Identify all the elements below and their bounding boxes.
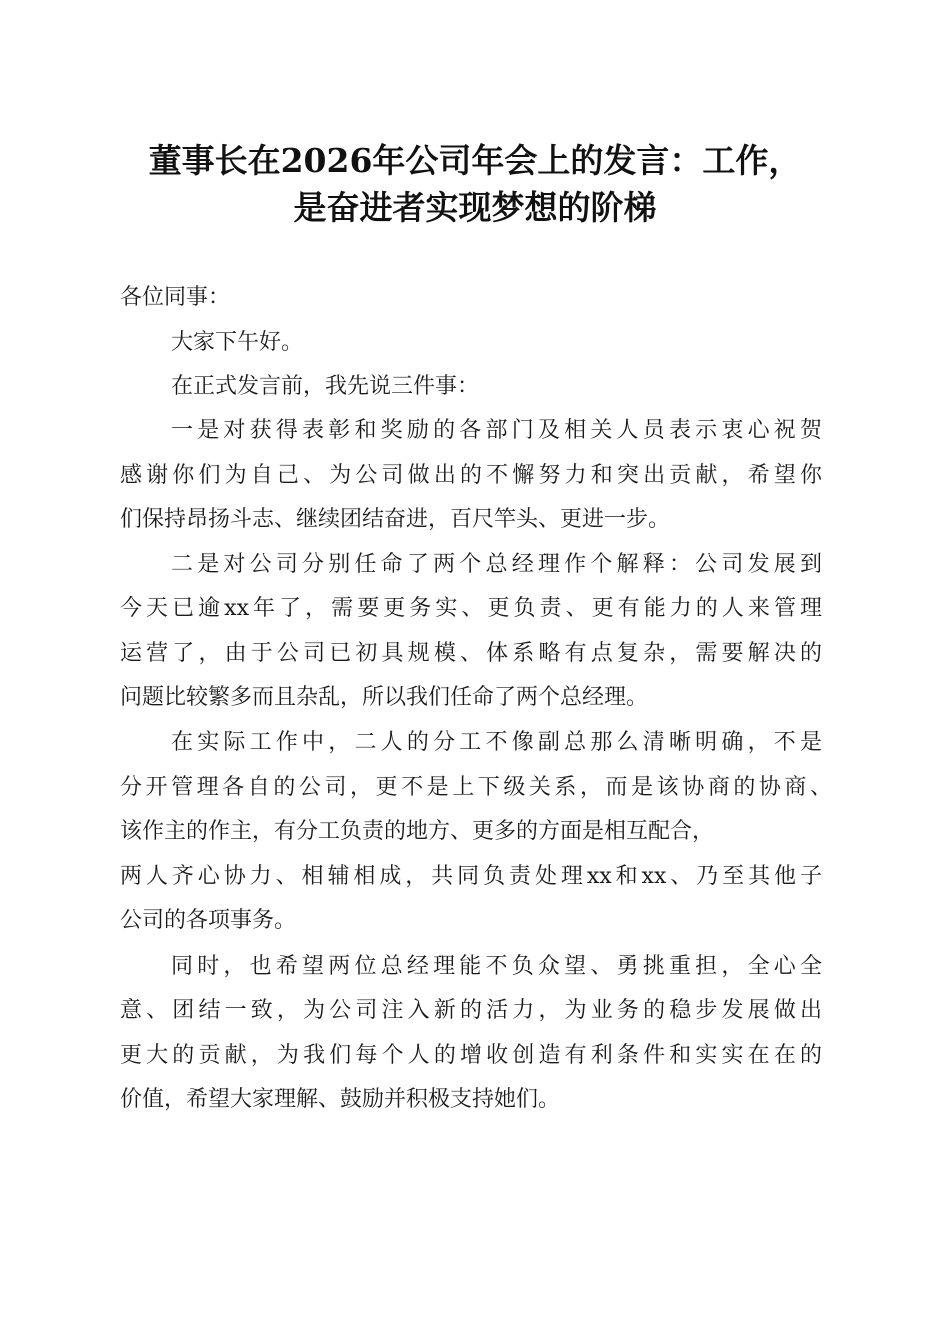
paragraph-4-line-4: 价值，希望大家理解、鼓励并积极支持她们。 xyxy=(120,1087,561,1112)
paragraph-4-line-1: 同时，也希望两位总经理能不负众望、勇挑重担，全心全 xyxy=(171,954,822,979)
paragraph-4-line-2: 意、团结一致，为公司注入新的活力，为业务的稳步发展做出 xyxy=(120,998,822,1023)
intro-line: 在正式发言前，我先说三件事： xyxy=(171,374,480,399)
paragraph-2-line-3: 运营了，由于公司已初具规模、体系略有点复杂，需要解决的 xyxy=(120,641,822,666)
paragraph-3-line-1: 在实际工作中，二人的分工不像副总那么清晰明确，不是 xyxy=(171,730,822,755)
paragraph-1-line-2: 感谢你们为自己、为公司做出的不懈努力和突出贡献，希望你 xyxy=(120,463,822,488)
paragraph-3-line-4: 两人齐心协力、相辅相成，共同负责处理xx和xx、乃至其他子 xyxy=(120,864,822,889)
paragraph-2-line-4: 问题比较繁多而且杂乱，所以我们任命了两个总经理。 xyxy=(120,685,649,710)
paragraph-1-line-3: 们保持昂扬斗志、继续团结奋进，百尺竿头、更进一步。 xyxy=(120,507,671,532)
paragraph-2-line-2: 今天已逾xx年了，需要更务实、更负责、更有能力的人来管理 xyxy=(120,596,822,621)
paragraph-3-line-5: 公司的各项事务。 xyxy=(120,908,297,933)
salutation: 各位同事： xyxy=(120,285,231,310)
paragraph-1-line-1: 一是对获得表彰和奖励的各部门及相关人员表示衷心祝贺 xyxy=(171,418,822,443)
paragraph-2-line-1: 二是对公司分别任命了两个总经理作个解释：公司发展到 xyxy=(171,552,822,577)
greeting: 大家下午好。 xyxy=(171,330,304,355)
paragraph-3-line-3: 该作主的作主，有分工负责的地方、更多的方面是相互配合， xyxy=(120,819,715,844)
paragraph-4-line-3: 更大的贡献，为我们每个人的增收创造有利条件和实实在在的 xyxy=(120,1043,822,1068)
document-title-line-2: 是奋进者实现梦想的阶梯 xyxy=(293,188,657,227)
paragraph-3-line-2: 分开管理各自的公司，更不是上下级关系，而是该协商的协商、 xyxy=(120,775,832,800)
document-title-line-1: 董事长在2026年公司年会上的发言：工作， xyxy=(148,141,802,180)
